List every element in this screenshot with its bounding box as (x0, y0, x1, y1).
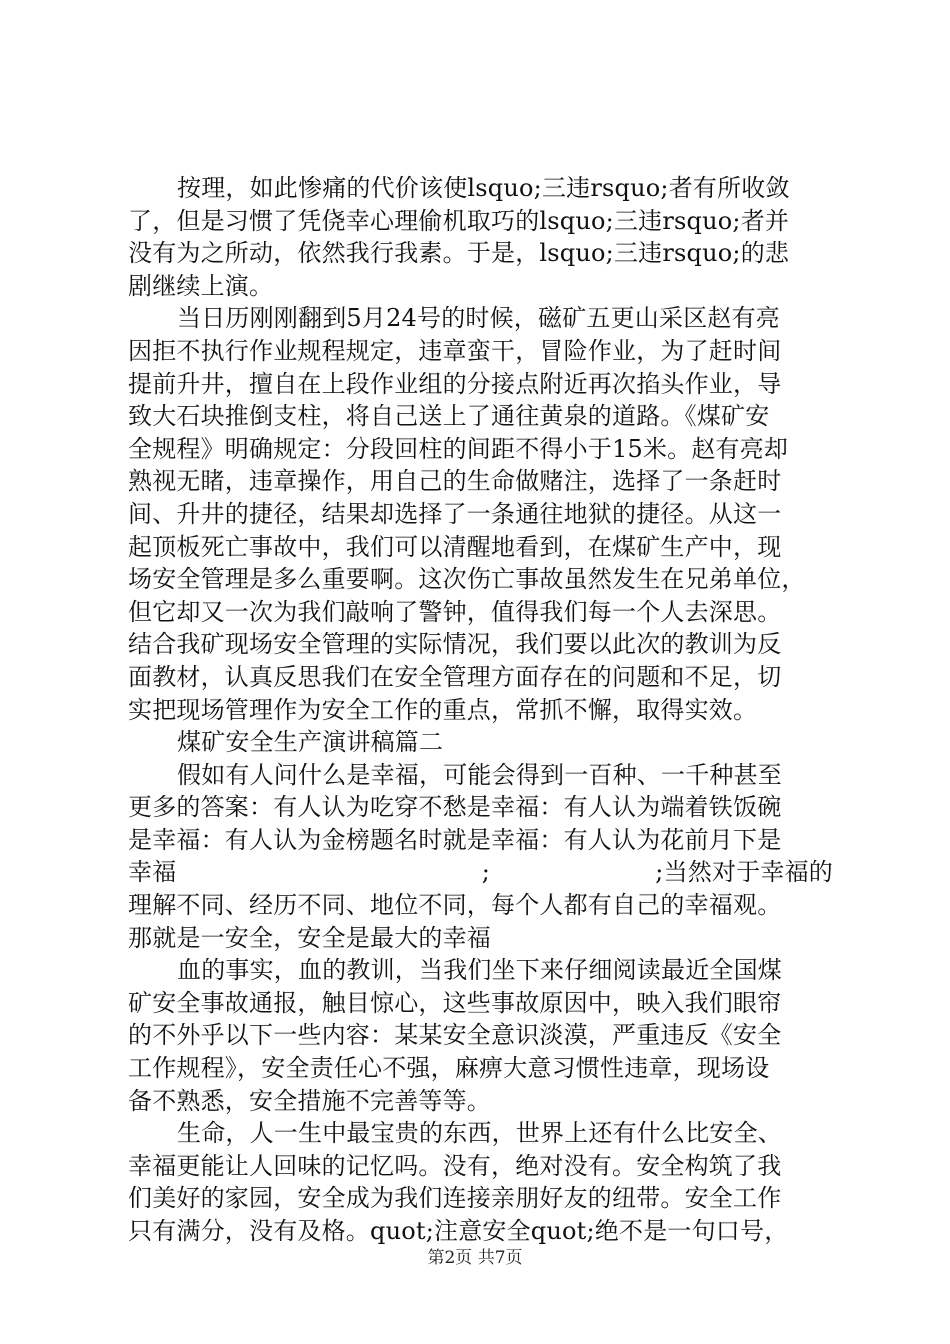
text-line: 假如有人问什么是幸福，可能会得到一百种、一千种甚至 (177, 760, 782, 789)
text-line: 生命，人一生中最宝贵的东西，世界上还有什么比安全、 (177, 1119, 782, 1148)
text-line: 是幸福：有人认为金榜题名时就是幸福：有人认为花前月下是 (128, 825, 782, 854)
text-line: 更多的答案：有人认为吃穿不愁是幸福：有人认为端着铁饭碗 (128, 793, 782, 822)
text-line: 结合我矿现场安全管理的实际情况，我们要以此次的教训为反 (128, 630, 782, 659)
paragraph-4 (128, 954, 833, 1117)
text-line: 的不外乎以下一些内容：某某安全意识淡漠，严重违反《安全 (128, 1021, 782, 1050)
text-line: 因拒不执行作业规程规定，违章蛮干，冒险作业，为了赶时间 (128, 336, 782, 365)
text-line: 熟视无睹，违章操作，用自己的生命做赌注，选择了一条赶时 (128, 467, 782, 496)
text-line: 工作规程》，安全责任心不强，麻痹大意习惯性违章，现场设 (128, 1054, 770, 1083)
text-fragment: 幸福 (128, 858, 177, 887)
text-line: 没有为之所动，依然我行我素。于是，lsquo;三违rsquo;的悲 (128, 239, 790, 268)
document-body (128, 172, 833, 1248)
text-line: 备不熟悉，安全措施不完善等等。 (128, 1086, 491, 1115)
text-fragment: ; (481, 858, 490, 887)
text-line: 理解不同、经历不同、地位不同，每个人都有自己的幸福观。 (128, 891, 782, 920)
text-line: 那就是一安全，安全是最大的幸福 (128, 923, 491, 952)
text-fragment: ;当然对于幸福的 (655, 858, 833, 887)
text-line: 们美好的家园，安全成为我们连接亲朋好友的纽带。安全工作 (128, 1184, 782, 1213)
paragraph-1 (128, 172, 833, 302)
text-line: 但它却又一次为我们敲响了警钟，值得我们每一个人去深思。 (128, 597, 782, 626)
section-heading: 煤矿安全生产演讲稿篇二 (177, 728, 444, 757)
text-line: 面教材，认真反思我们在安全管理方面存在的问题和不足，切 (128, 662, 782, 691)
text-line: 起顶板死亡事故中，我们可以清醒地看到，在煤矿生产中，现 (128, 532, 782, 561)
text-line: 矿安全事故通报，触目惊心，这些事故原因中，映入我们眼帘 (128, 988, 782, 1017)
text-line-justified (128, 856, 833, 889)
paragraph-2 (128, 302, 833, 726)
text-line: 血的事实，血的教训，当我们坐下来仔细阅读最近全国煤 (177, 956, 782, 985)
text-line: 剧继续上演。 (128, 271, 274, 300)
text-line: 实把现场管理作为安全工作的重点，常抓不懈，取得实效。 (128, 695, 758, 724)
text-line: 当日历刚刚翻到5月24号的时候，磁矿五更山采区赵有亮 (177, 304, 781, 333)
paragraph-3 (128, 759, 833, 955)
text-line: 只有满分，没有及格。quot;注意安全quot;绝不是一句口号， (128, 1217, 789, 1245)
page-number-footer: 第2页 共7页 (427, 1248, 523, 1268)
text-line: 提前升井，擅自在上段作业组的分接点附近再次掐头作业，导 (128, 369, 782, 398)
text-line: 致大石块推倒支柱，将自己送上了通往黄泉的道路。《煤矿安 (128, 402, 770, 431)
text-line: 了，但是习惯了凭侥幸心理偷机取巧的lsquo;三违rsquo;者并 (128, 206, 790, 235)
text-line: 间、升井的捷径，结果却选择了一条通往地狱的捷径。从这一 (128, 499, 782, 528)
text-line: 按理，如此惨痛的代价该使lsquo;三违rsquo;者有所收敛 (177, 174, 790, 202)
text-line: 幸福更能让人回味的记忆吗。没有，绝对没有。安全构筑了我 (128, 1151, 782, 1180)
text-line: 场安全管理是多么重要啊。这次伤亡事故虽然发生在兄弟单位， (128, 565, 806, 594)
text-line: 全规程》明确规定：分段回柱的间距不得小于15米。赵有亮却 (128, 434, 789, 463)
paragraph-5 (128, 1117, 833, 1247)
